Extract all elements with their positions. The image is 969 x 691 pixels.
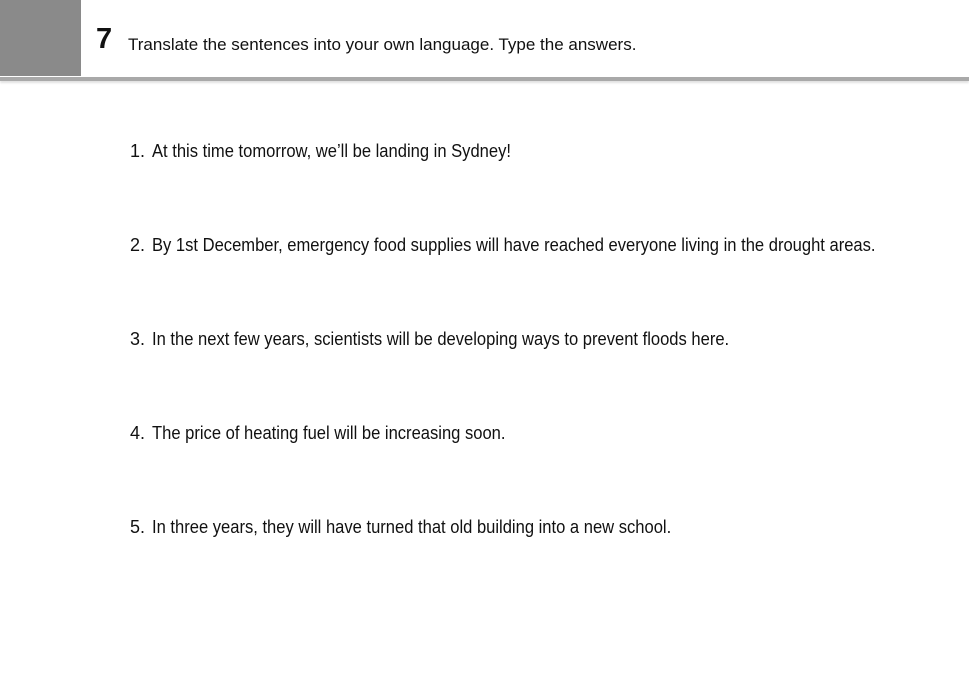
sentence-text: In three years, they will have turned that old building into a new school.	[152, 517, 672, 537]
sentence-number: 5.	[130, 517, 146, 537]
sentence-item-1	[130, 140, 930, 164]
sentence-item-2	[130, 234, 930, 258]
sentence-number: 3.	[130, 329, 146, 349]
exercise-header	[0, 0, 969, 78]
sentence-item-5	[130, 516, 930, 540]
sentence-item-4	[130, 422, 930, 446]
sentence-text: By 1st December, emergency food supplies will have reached everyone living in the drought areas.	[152, 235, 876, 255]
header-divider	[0, 77, 969, 81]
sentence-number: 4.	[130, 423, 146, 443]
sentence-text: In the next few years, scientists will be developing ways to prevent floods here.	[152, 329, 730, 349]
sentence-item-3	[130, 328, 930, 352]
exercise-instruction: Translate the sentences into your own language. Type the answers.	[128, 35, 637, 54]
sentence-text: The price of heating fuel will be increasing soon.	[152, 423, 506, 443]
header-corner-block	[0, 0, 81, 76]
sentence-number: 1.	[130, 141, 146, 161]
exercise-number: 7	[96, 23, 113, 55]
sentence-number: 2.	[130, 235, 146, 255]
sentence-text: At this time tomorrow, we’ll be landing in Sydney!	[152, 141, 511, 161]
